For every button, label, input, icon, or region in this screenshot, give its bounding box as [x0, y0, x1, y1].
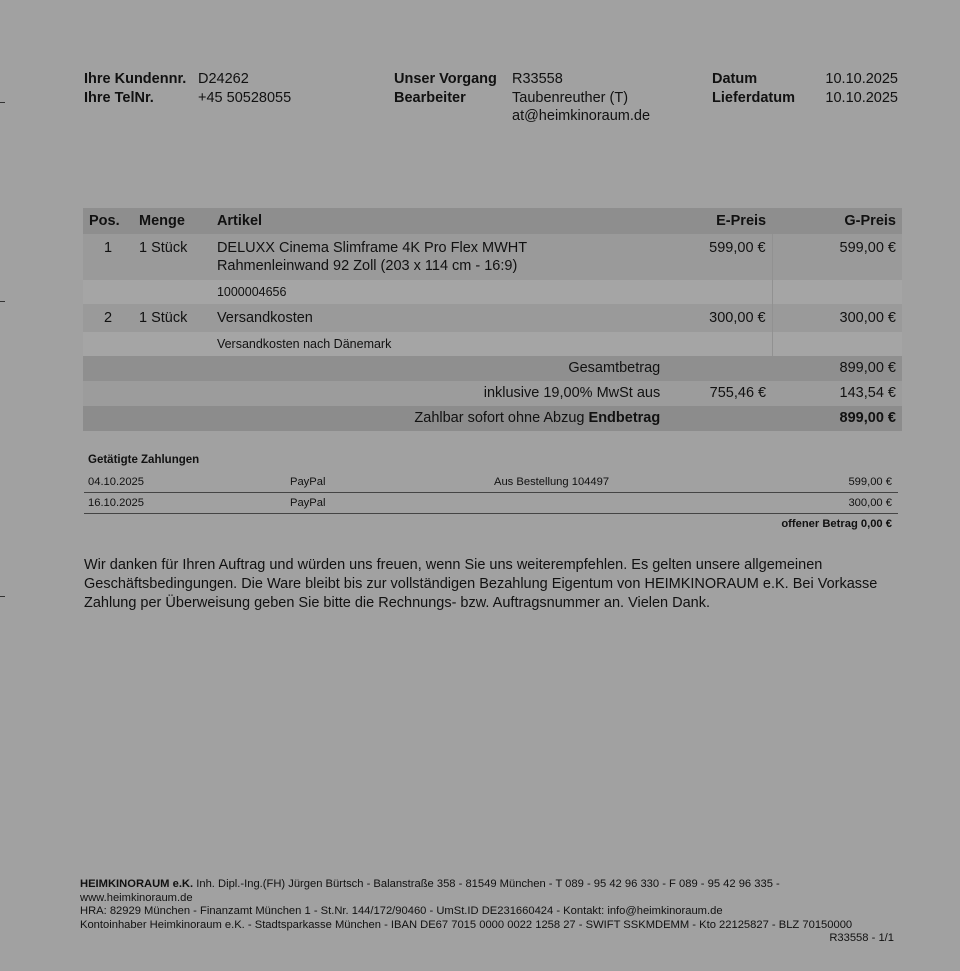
col-article: Artikel — [211, 208, 666, 234]
footer-line — [80, 878, 900, 892]
item-article: Versandkosten — [211, 304, 666, 332]
invoice-items-table — [83, 208, 902, 431]
clerk-value: Taubenreuther (T) — [512, 89, 629, 106]
date-info — [712, 70, 898, 107]
payment-method: PayPal — [290, 476, 326, 488]
item-total-price: 300,00 € — [772, 304, 902, 332]
payment-row — [84, 493, 898, 514]
thank-you-line: Wir danken für Ihren Auftrag und würden uns freuen, wenn Sie uns weiterempfehlen. Es gelten unsere allgemeinen — [84, 557, 823, 573]
item-pos: 2 — [83, 304, 133, 332]
payments-title: Getätigte Zahlungen — [88, 454, 200, 466]
item-article-line: Rahmenleinwand 92 Zoll (203 x 114 cm - 16:9) — [216, 258, 518, 274]
footer-brand: HEIMKINORAUM e.K. — [80, 878, 194, 890]
table-row — [83, 332, 902, 356]
total-label: Gesamtbetrag — [83, 356, 666, 381]
item-total-price: 599,00 € — [772, 234, 902, 280]
process-value: R33558 — [512, 71, 563, 87]
item-qty: 1 Stück — [133, 234, 211, 280]
col-unit-price: E-Preis — [666, 208, 772, 234]
table-row — [83, 280, 902, 304]
footer-website: www.heimkinoraum.de — [80, 891, 193, 904]
item-qty: 1 Stück — [133, 304, 211, 332]
vat-base: 755,46 € — [666, 381, 772, 406]
process-label: Unser Vorgang — [394, 71, 497, 87]
table-row — [83, 304, 902, 332]
payments-section — [84, 454, 898, 530]
open-amount: offener Betrag 0,00 € — [781, 518, 892, 530]
item-pos: 1 — [83, 234, 133, 280]
col-pos: Pos. — [83, 208, 133, 234]
date-value: 10.10.2025 — [825, 71, 898, 87]
thank-you-text — [84, 556, 904, 613]
payment-amount: 300,00 € — [848, 497, 892, 509]
customer-number-value: D24262 — [198, 71, 249, 87]
phone-value: +45 50528055 — [198, 89, 292, 106]
payable-label-prefix: Zahlbar sofort ohne Abzug — [414, 410, 585, 426]
item-article-line: DELUXX Cinema Slimframe 4K Pro Flex MWHT — [216, 240, 528, 256]
clerk-email: at@heimkinoraum.de — [512, 108, 651, 124]
footer-address: Inh. Dipl.-Ing.(FH) Jürgen Bürtsch - Balanstraße 358 - 81549 München - T 089 - 95 42 96 330 - F 089 - 95 42 96 335 - — [193, 878, 780, 890]
table-row — [83, 234, 902, 280]
item-article — [211, 234, 666, 280]
company-footer — [80, 878, 900, 946]
item-article-number: 1000004656 — [211, 280, 666, 304]
payment-row — [84, 472, 898, 493]
margin-mark — [0, 102, 5, 103]
footer-registry: HRA: 82929 München - Finanzamt München 1 - St.Nr. 144/172/90460 - UmSt.ID DE231660424 - Kontakt: info@heimkinoraum.de — [80, 905, 723, 917]
footer-bank: Kontoinhaber Heimkinoraum e.K. - Stadtsparkasse München - IBAN DE67 7015 0000 0022 1258 27 - SWIFT SSKMDEMM - Kto 22125827 - BLZ 70150000 — [80, 918, 853, 931]
payable-label — [83, 406, 666, 431]
delivery-date-value: 10.10.2025 — [825, 89, 898, 106]
phone-label: Ihre TelNr. — [84, 89, 154, 106]
margin-mark — [0, 301, 5, 302]
payment-method: PayPal — [290, 497, 326, 509]
customer-number-label: Ihre Kundennr. — [84, 71, 187, 87]
date-label: Datum — [712, 71, 758, 87]
total-row — [83, 356, 902, 381]
vat-value: 143,54 € — [772, 381, 902, 406]
item-description: Versandkosten nach Dänemark — [211, 332, 666, 356]
payment-amount: 599,00 € — [848, 476, 892, 488]
col-total-price: G-Preis — [772, 208, 902, 234]
item-unit-price: 599,00 € — [666, 234, 772, 280]
vat-row — [83, 381, 902, 406]
payable-row — [83, 406, 902, 431]
page-number: R33558 - 1/1 — [829, 932, 894, 944]
thank-you-line: Geschäftsbedingungen. Die Ware bleibt bis zur vollständigen Bezahlung Eigentum von HEIMKINORAUM e.K. Bei Vorkasse — [84, 576, 878, 592]
payment-date: 16.10.2025 — [88, 497, 144, 509]
margin-mark — [0, 596, 5, 597]
delivery-date-label: Lieferdatum — [712, 89, 795, 106]
customer-info — [84, 70, 291, 107]
clerk-label: Bearbeiter — [394, 89, 466, 106]
vat-label: inklusive 19,00% MwSt aus — [83, 381, 666, 406]
col-qty: Menge — [133, 208, 211, 234]
payment-note: Aus Bestellung 104497 — [494, 476, 610, 488]
thank-you-line: Zahlung per Überweisung geben Sie bitte die Rechnungs- bzw. Auftragsnummer an. Vielen Dank. — [84, 595, 711, 611]
process-info — [394, 70, 650, 126]
payable-label-bold: Endbetrag — [588, 410, 661, 426]
total-value: 899,00 € — [772, 356, 902, 381]
payment-date: 04.10.2025 — [88, 476, 144, 488]
item-unit-price: 300,00 € — [666, 304, 772, 332]
table-header-row — [83, 208, 902, 234]
payable-value: 899,00 € — [772, 406, 902, 431]
